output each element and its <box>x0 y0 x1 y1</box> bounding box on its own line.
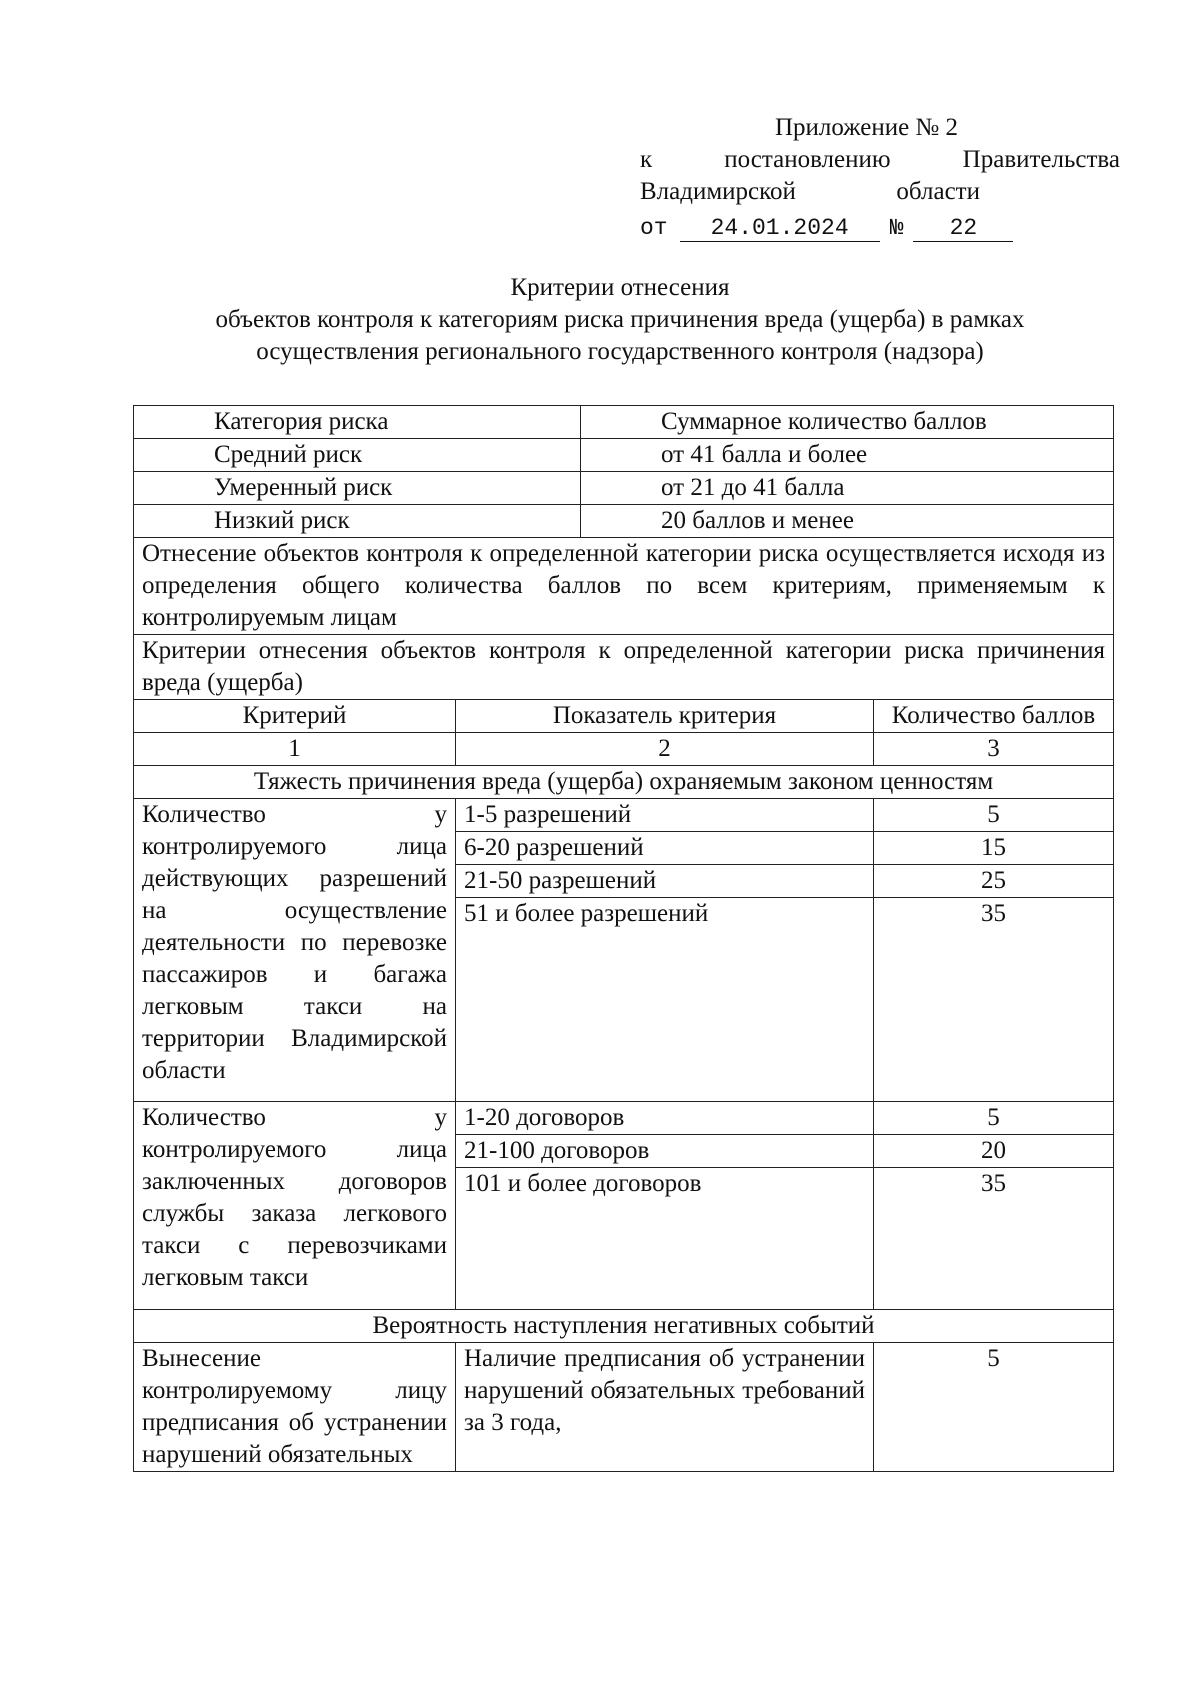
annex-to: к <box>640 146 653 173</box>
risk-score: 20 баллов и менее <box>581 505 1114 538</box>
annex-oblast: области <box>896 178 980 205</box>
points: 5 <box>874 1102 1114 1135</box>
resolution-number: 22 <box>913 215 1013 242</box>
column-number-row <box>134 733 1114 766</box>
points-header: Количество баллов <box>874 700 1114 733</box>
risk-category: Низкий риск <box>134 505 581 538</box>
column-number: 1 <box>134 733 456 766</box>
risk-category-header: Категория риска <box>134 406 581 439</box>
note-row <box>134 538 1114 635</box>
risk-category: Средний риск <box>134 439 581 472</box>
criterion-row <box>134 1102 1114 1135</box>
indicator: 1-5 разрешений <box>456 799 874 832</box>
risk-row <box>134 472 1114 505</box>
indicator: 6-20 разрешений <box>456 832 874 865</box>
risk-category: Умеренный риск <box>134 472 581 505</box>
points: 35 <box>874 898 1114 1102</box>
annex-resolution: постановлению <box>724 146 891 173</box>
indicator: 21-100 договоров <box>456 1135 874 1168</box>
heading-line-1: Критерии отнесения <box>510 274 730 301</box>
risk-score-header: Суммарное количество баллов <box>581 406 1114 439</box>
section-severity: Тяжесть причинения вреда (ущерба) охраняемым законом ценностям <box>134 766 1114 799</box>
date-prefix: от <box>640 215 668 241</box>
section-probability: Вероятность наступления негативных событий <box>134 1310 1114 1343</box>
annex-date-line <box>640 212 1120 244</box>
indicator: 51 и более разрешений <box>456 898 874 1102</box>
resolution-date: 24.01.2024 <box>680 215 880 242</box>
points: 20 <box>874 1135 1114 1168</box>
annex-header <box>640 112 1120 244</box>
indicator: 101 и более договоров <box>456 1168 874 1310</box>
criterion-permits: Количество у контролируемого лица действующих разрешений на осуществление деятельности по перевозке пассажиров и багажа легковым такси на территории Владимирской области <box>134 799 456 1102</box>
criteria-table <box>133 405 1114 1472</box>
risk-row <box>134 439 1114 472</box>
annex-line-2 <box>640 144 1120 176</box>
criteria-header-row <box>134 700 1114 733</box>
assignment-note: Отнесение объектов контроля к определенной категории риска осуществляется исходя из определения общего количества баллов по всем критериям, применяемым к контролируемым лицам <box>134 538 1114 635</box>
points: 5 <box>874 799 1114 832</box>
section-row <box>134 1310 1114 1343</box>
note-row <box>134 635 1114 700</box>
criterion-row <box>134 799 1114 832</box>
points: 15 <box>874 832 1114 865</box>
risk-row <box>134 505 1114 538</box>
annex-number: Приложение № 2 <box>775 114 959 141</box>
indicator: 1-20 договоров <box>456 1102 874 1135</box>
points: 25 <box>874 865 1114 898</box>
indicator-header: Показатель критерия <box>456 700 874 733</box>
risk-score: от 41 балла и более <box>581 439 1114 472</box>
criterion-contracts: Количество у контролируемого лица заключенных договоров службы заказа легкового такси с перевозчиками легковым такси <box>134 1102 456 1310</box>
risk-header-row <box>134 406 1114 439</box>
column-number: 3 <box>874 733 1114 766</box>
indicator: Наличие предписания об устранении нарушений обязательных требований за 3 года, <box>456 1343 874 1472</box>
number-prefix: № <box>889 215 904 241</box>
criterion-orders: Вынесение контролируемому лицу предписания об устранении нарушений обязательных <box>134 1343 456 1472</box>
risk-score: от 21 до 41 балла <box>581 472 1114 505</box>
points: 35 <box>874 1168 1114 1310</box>
annex-government: Правительства <box>962 146 1120 173</box>
heading-line-2: объектов контроля к категориям риска причинения вреда (ущерба) в рамках <box>215 306 1025 333</box>
criterion-row <box>134 1343 1114 1472</box>
points: 5 <box>874 1343 1114 1472</box>
annex-region: Владимирской <box>640 178 796 205</box>
document-heading <box>120 272 1120 368</box>
criterion-header: Критерий <box>134 700 456 733</box>
heading-line-3: осуществления регионального государственного контроля (надзора) <box>256 338 984 365</box>
criteria-note: Критерии отнесения объектов контроля к определенной категории риска причинения вреда (ущерба) <box>134 635 1114 700</box>
annex-line-3 <box>640 176 980 208</box>
section-row <box>134 766 1114 799</box>
column-number: 2 <box>456 733 874 766</box>
indicator: 21-50 разрешений <box>456 865 874 898</box>
